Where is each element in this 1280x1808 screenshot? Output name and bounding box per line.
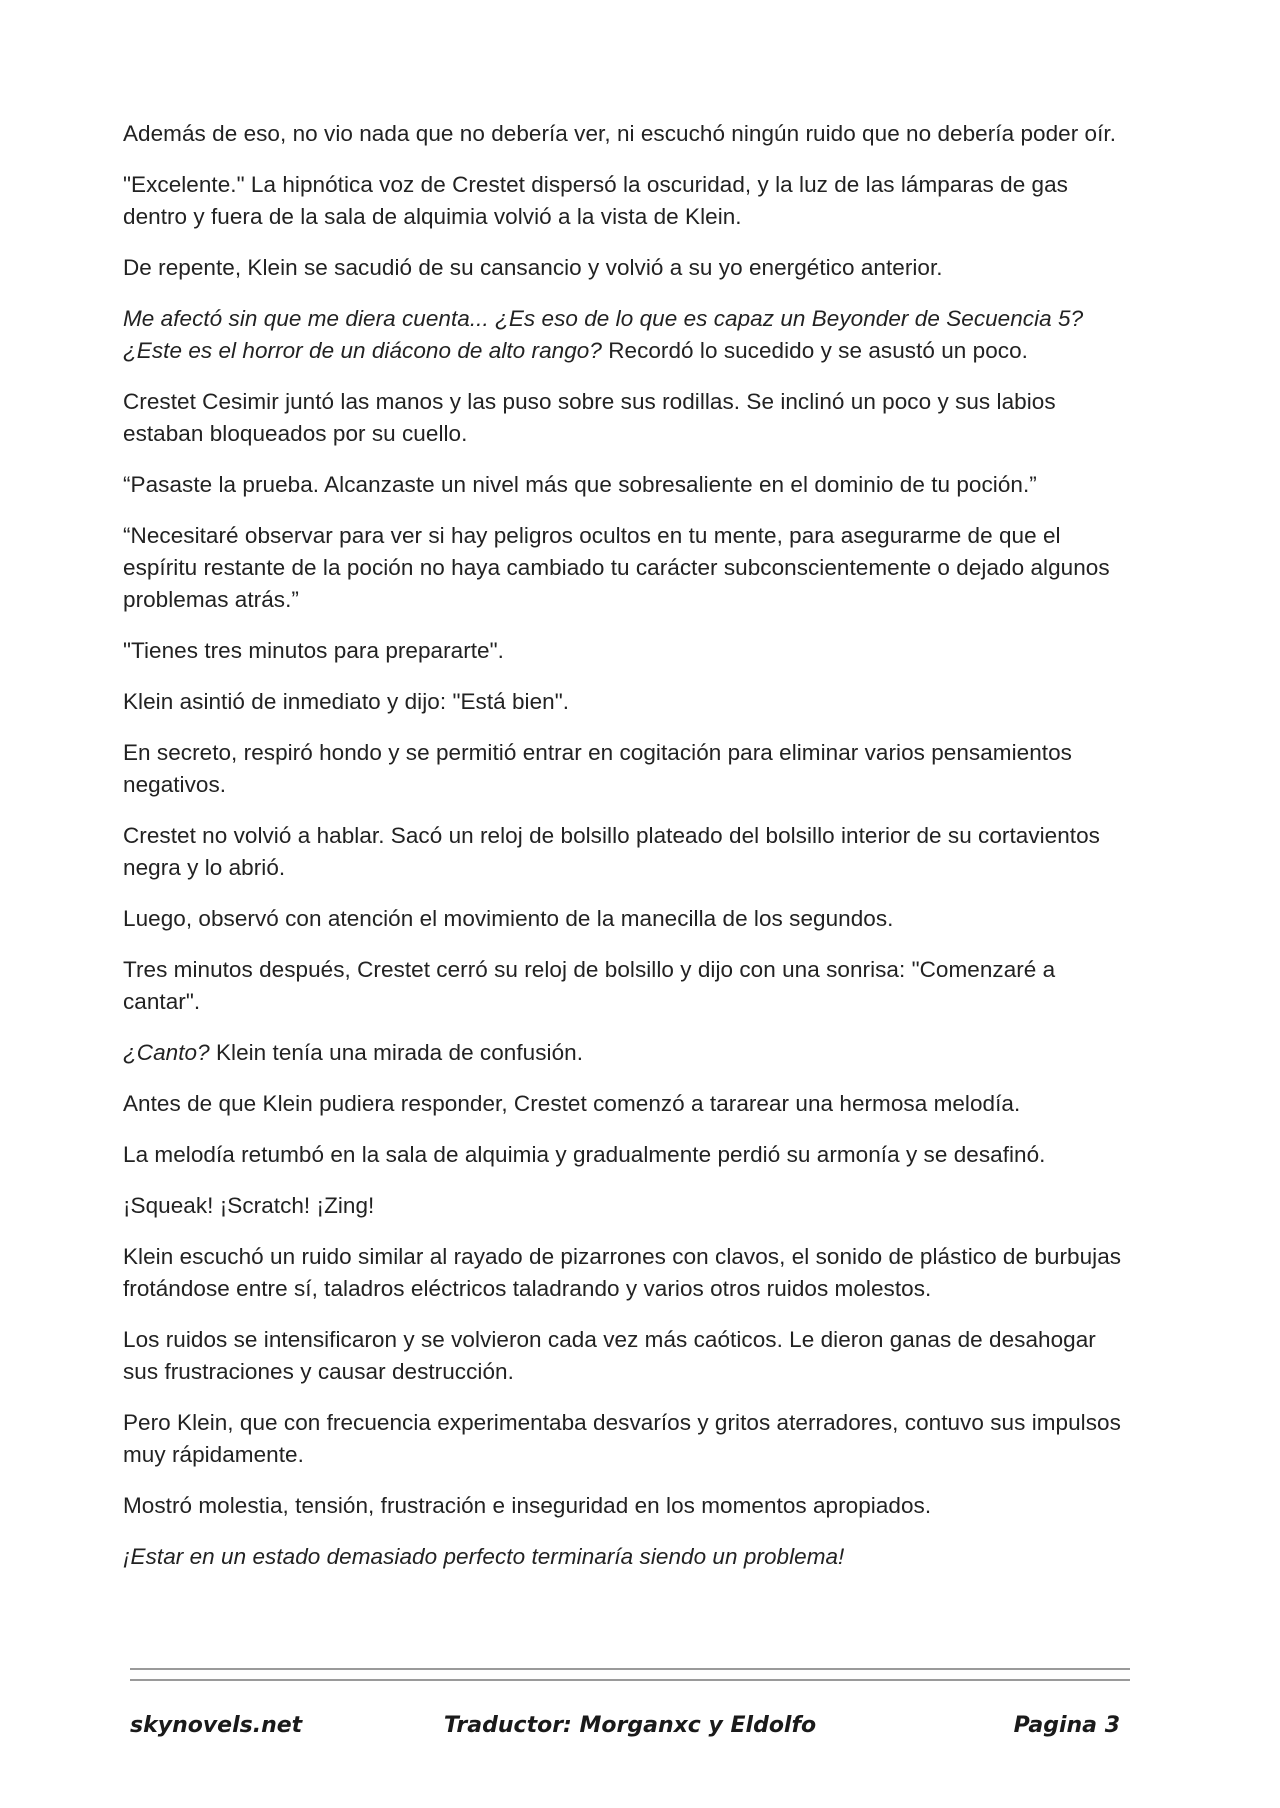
document-body (123, 118, 1133, 1592)
paragraph-text: Crestet Cesimir juntó las manos y las puso sobre sus rodillas. Se inclinó un poco y sus labios estaban bloqueados por su cuello. (123, 389, 1056, 446)
paragraph (123, 686, 1133, 718)
footer-translator-credit: Traductor: Morganxc y Eldolfo (443, 1713, 817, 1738)
paragraph (123, 386, 1133, 450)
paragraph-text: Recordó lo sucedido y se asustó un poco. (601, 338, 1028, 363)
paragraph (123, 737, 1133, 801)
paragraph-text: Pero Klein, que con frecuencia experimentaba desvaríos y gritos aterradores, contuvo sus impulsos muy rápidamente. (123, 1410, 1121, 1467)
paragraph-text: Luego, observó con atención el movimiento de la manecilla de los segundos. (123, 906, 894, 931)
paragraph (123, 1324, 1133, 1388)
paragraph-text: En secreto, respiró hondo y se permitió entrar en cogitación para eliminar varios pensamientos negativos. (123, 740, 1072, 797)
paragraph-text: Crestet no volvió a hablar. Sacó un reloj de bolsillo plateado del bolsillo interior de su cortavientos negra y lo abrió. (123, 823, 1100, 880)
paragraph (123, 1407, 1133, 1471)
paragraph (123, 1241, 1133, 1305)
paragraph (123, 1541, 1133, 1573)
paragraph (123, 1490, 1133, 1522)
footer-divider (130, 1668, 1130, 1690)
paragraph-text: Klein asintió de inmediato y dijo: "Está bien". (123, 689, 570, 714)
footer-rule-bottom (130, 1679, 1130, 1681)
paragraph-text: Antes de que Klein pudiera responder, Crestet comenzó a tararear una hermosa melodía. (123, 1091, 1021, 1116)
paragraph-text: ¡Squeak! ¡Scratch! ¡Zing! (123, 1193, 375, 1218)
paragraph-text: "Excelente." La hipnótica voz de Crestet dispersó la oscuridad, y la luz de las lámparas de gas dentro y fuera de la sala de alquimia volvió a la vista de Klein. (123, 172, 1068, 229)
paragraph (123, 469, 1133, 501)
paragraph-text: Klein tenía una mirada de confusión. (209, 1040, 583, 1065)
paragraph (123, 1190, 1133, 1222)
paragraph-text: Además de eso, no vio nada que no debería ver, ni escuchó ningún ruido que no debería poder oír. (123, 121, 1117, 146)
paragraph (123, 903, 1133, 935)
paragraph-text: Tres minutos después, Crestet cerró su reloj de bolsillo y dijo con una sonrisa: "Comenzaré a cantar". (123, 957, 1056, 1014)
page-footer (130, 1713, 1130, 1747)
paragraph (123, 303, 1133, 367)
paragraph (123, 1139, 1133, 1171)
paragraph-text: Los ruidos se intensificaron y se volvieron cada vez más caóticos. Le dieron ganas de desahogar sus frustraciones y causar destrucción. (123, 1327, 1096, 1384)
paragraph-text: “Necesitaré observar para ver si hay peligros ocultos en tu mente, para asegurarme de que el espíritu restante de la poción no haya cambiado tu carácter subconscientemente o dejado algunos problemas atrás.” (123, 523, 1110, 612)
paragraph (123, 252, 1133, 284)
paragraph (123, 635, 1133, 667)
paragraph-text: “Pasaste la prueba. Alcanzaste un nivel más que sobresaliente en el dominio de tu poción.” (123, 472, 1037, 497)
italic-text: ¡Estar en un estado demasiado perfecto terminaría siendo un problema! (123, 1544, 845, 1569)
paragraph (123, 169, 1133, 233)
footer-rule-top (130, 1668, 1130, 1670)
paragraph (123, 1037, 1133, 1069)
paragraph (123, 954, 1133, 1018)
italic-text: Me afectó sin que me diera cuenta... ¿Es eso de lo que es capaz un Beyonder de Secuencia 5? ¿Este es el horror de un diácono de alto rango? (123, 306, 1084, 363)
paragraph (123, 1088, 1133, 1120)
paragraph-text: Mostró molestia, tensión, frustración e inseguridad en los momentos apropiados. (123, 1493, 932, 1518)
italic-text: ¿Canto? (123, 1040, 210, 1065)
footer-page-number: Pagina 3 (1013, 1713, 1120, 1738)
paragraph-text: De repente, Klein se sacudió de su cansancio y volvió a su yo energético anterior. (123, 255, 943, 280)
paragraph (123, 520, 1133, 616)
paragraph (123, 820, 1133, 884)
paragraph-text: La melodía retumbó en la sala de alquimia y gradualmente perdió su armonía y se desafinó. (123, 1142, 1046, 1167)
paragraph-text: Klein escuchó un ruido similar al rayado de pizarrones con clavos, el sonido de plástico de burbujas frotándose entre sí, taladros eléctricos taladrando y varios otros ruidos molestos. (123, 1244, 1122, 1301)
paragraph (123, 118, 1133, 150)
paragraph-text: "Tienes tres minutos para prepararte". (123, 638, 504, 663)
footer-site-name: skynovels.net (130, 1713, 303, 1738)
